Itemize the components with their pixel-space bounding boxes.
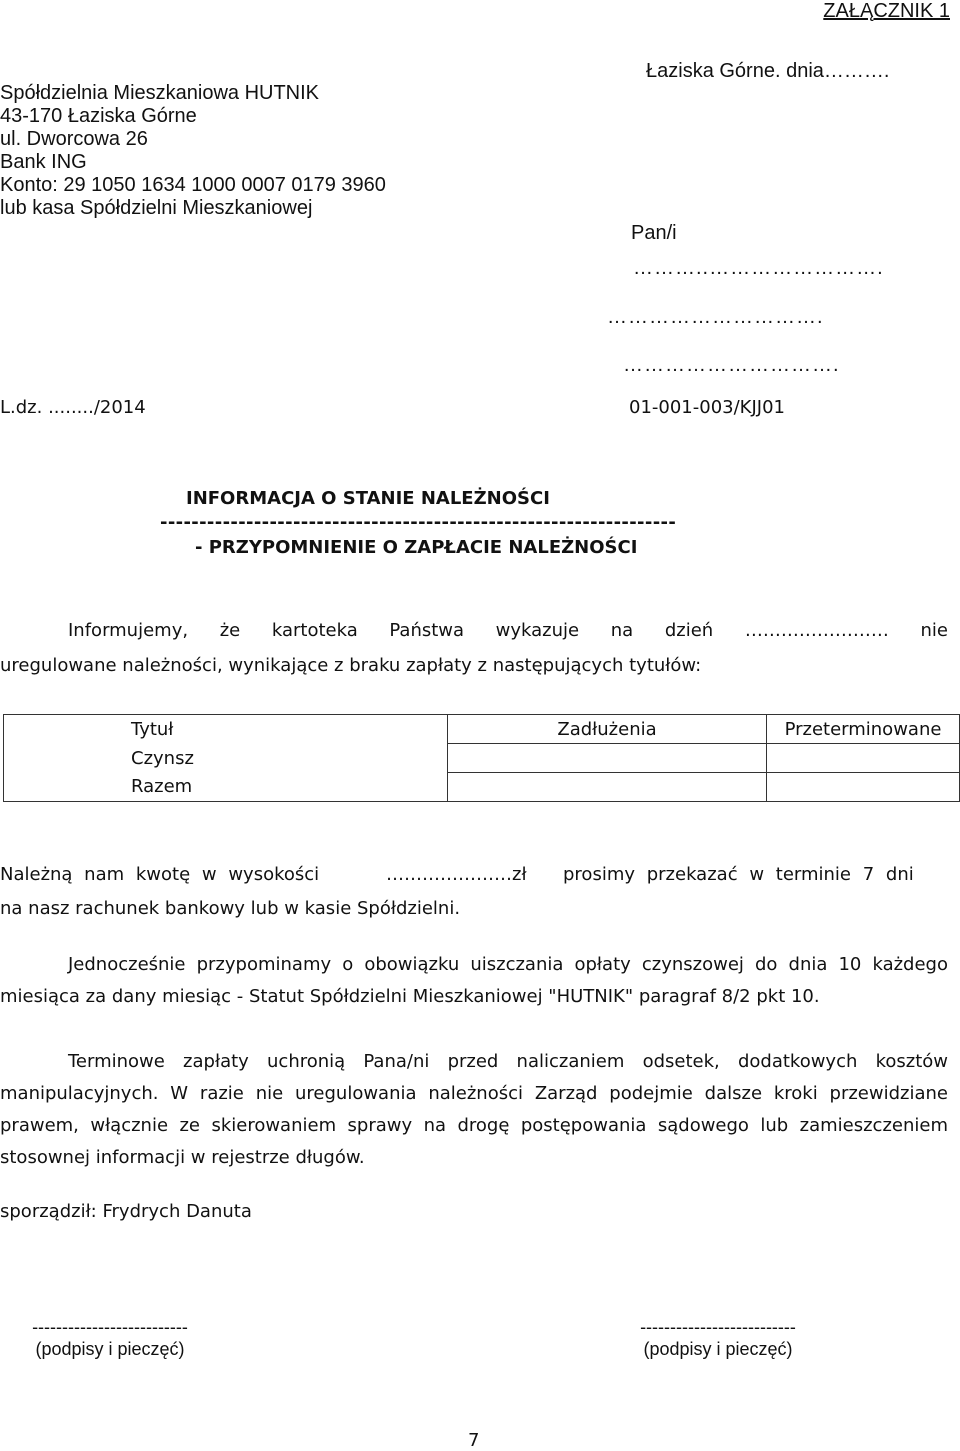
page-number: 7: [468, 1430, 480, 1451]
signature-line: --------------------------: [640, 1317, 796, 1337]
sender-postal: 43-170 Łaziska Górne: [0, 105, 197, 127]
intro-word: Państwa: [389, 620, 465, 641]
row-debt-cell: [448, 744, 767, 773]
intro-word: nie: [920, 620, 948, 641]
signature-line: --------------------------: [32, 1317, 188, 1337]
amount-blank: …………………zł: [386, 864, 527, 885]
row-overdue-cell: [767, 744, 960, 773]
intro-line-2: uregulowane należności, wynikające z braku zapłaty z następujących tytułów:: [0, 655, 702, 676]
sender-account: Konto: 29 1050 1634 1000 0007 0179 3960: [0, 174, 386, 196]
sender-bank: Bank ING: [0, 151, 87, 173]
signature-label: (podpisy i pieczęć): [35, 1339, 185, 1359]
sender-name: Spółdzielnia Mieszkaniowa HUTNIK: [0, 82, 320, 104]
reminder-paragraph: Jednocześnie przypominamy o obowiązku uiszczania opłaty czynszowej do dnia 10 każdego miesiąca za dany miesiąc - Statut Spółdzielni Mieszkaniowej "HUTNIK" paragraf 8/2 pkt 10.: [0, 954, 948, 1007]
intro-word: kartoteka: [271, 620, 358, 641]
amount-line-2: na nasz rachunek bankowy lub w kasie Spółdzielni.: [0, 898, 461, 919]
consequences-paragraph: Terminowe zapłaty uchronią Pana/ni przed naliczaniem odsetek, dodatkowych kosztów manipulacyjnych. W razie nie uregulowania należności Zarząd podejmie dalsze kroki przewidziane prawem, włącznie ze skierowaniem sprawy na drogę postępowania sądowego lub zamieszczeniem stosownej informacji w rejestrze długów.: [0, 1051, 948, 1168]
header-overdue: Przeterminowane: [767, 715, 960, 744]
recipient-block: [607, 222, 884, 376]
place-and-date: Łaziska Górne. dnia……….: [646, 60, 890, 82]
header-debt: Zadłużenia: [448, 715, 767, 744]
document-subtitle: - PRZYPOMNIENIE O ZAPŁACIE NALEŻNOŚCI: [195, 537, 638, 558]
table-row: [4, 773, 960, 802]
intro-word: dzień: [664, 620, 714, 641]
table-header-row: [4, 715, 960, 744]
intro-word: na: [610, 620, 634, 641]
header-title: Tytuł: [4, 715, 448, 744]
sender-street: ul. Dworcowa 26: [0, 128, 148, 150]
signature-right: [618, 1316, 818, 1360]
intro-date-blank: ……………………: [744, 620, 889, 641]
recipient-line-3: ………………………….: [623, 354, 840, 376]
recipient-line-2: ………………………….: [607, 306, 824, 328]
recipient-salutation: Pan/i: [631, 222, 677, 244]
intro-word: że: [219, 620, 241, 641]
intro-word: Informujemy,: [68, 620, 189, 641]
intro-word: wykazuje: [495, 620, 580, 641]
annex-label: ZAŁĄCZNIK 1: [823, 0, 950, 22]
amount-request: prosimy przekazać w terminie 7 dni: [563, 864, 914, 885]
intro-line-1: [68, 620, 948, 641]
signature-left: [10, 1316, 210, 1360]
row-debt-cell: [448, 773, 767, 802]
reference-number: L.dz. ......../2014: [0, 397, 146, 418]
sender-address-block: [0, 82, 386, 220]
sender-cashdesk: lub kasa Spółdzielni Mieszkaniowej: [0, 197, 313, 219]
table-row: [4, 744, 960, 773]
prepared-by: sporządził: Frydrych Danuta: [0, 1201, 252, 1222]
recipient-line-1: ………..…………………….: [633, 257, 884, 279]
amount-text: Należną nam kwotę w wysokości: [0, 864, 320, 885]
row-overdue-cell: [767, 773, 960, 802]
row-label: Razem: [4, 773, 448, 802]
document-title: INFORMACJA O STANIE NALEŻNOŚCI: [186, 488, 550, 509]
title-separator: ------------------------------------------------------------------: [160, 512, 677, 533]
debt-table: [3, 714, 960, 802]
signature-label: (podpisy i pieczęć): [643, 1339, 793, 1359]
row-label: Czynsz: [4, 744, 448, 773]
account-code: 01-001-003/KJJ01: [629, 397, 785, 418]
